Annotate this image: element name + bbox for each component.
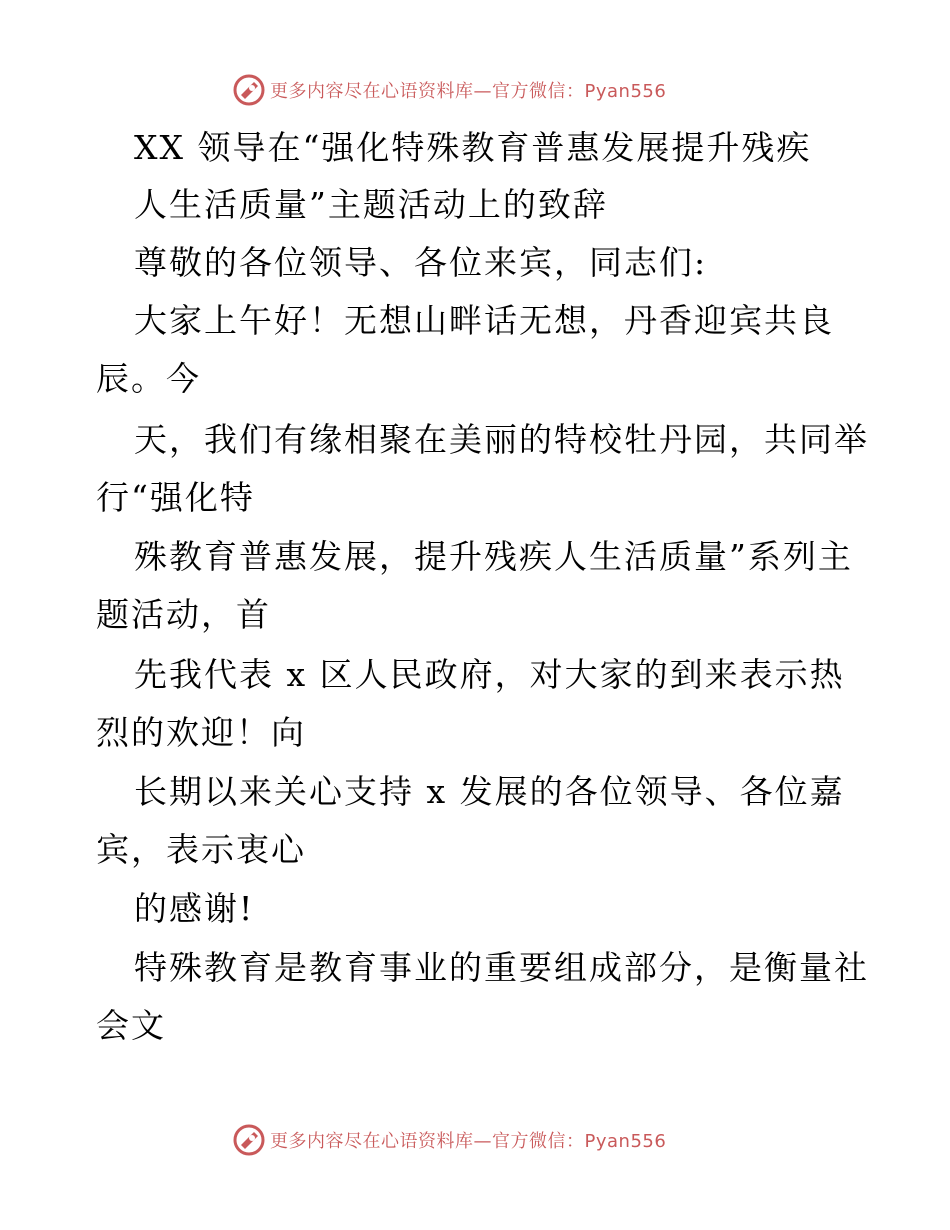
footer-banner-text: 更多内容尽在心语资料库—官方微信：Pyan556 (270, 1131, 667, 1152)
body-line: 长期以来关心支持 x 发展的各位领导、各位嘉 (134, 772, 845, 811)
body-line: 会文 (96, 1006, 166, 1045)
title-line-2: 人生活质量”主题活动上的致辞 (134, 185, 608, 224)
pen-circle-logo-icon (232, 73, 266, 107)
body-line: 的感谢! (134, 889, 255, 928)
salutation: 尊敬的各位领导、各位来宾，同志们: (134, 243, 708, 282)
title-line-1: XX 领导在“强化特殊教育普惠发展提升残疾 (134, 128, 812, 167)
header-banner-text: 更多内容尽在心语资料库—官方微信：Pyan556 (270, 81, 667, 102)
header-banner (232, 70, 666, 110)
body-line: 大家上午好！无想山畔话无想，丹香迎宾共良 (134, 301, 834, 340)
body-line: 辰。今 (96, 359, 201, 398)
body-line: 特殊教育是教育事业的重要组成部分，是衡量社 (134, 948, 869, 987)
body-line: 殊教育普惠发展，提升残疾人生活质量”系列主 (134, 537, 853, 576)
body-line: 题活动，首 (96, 595, 271, 634)
body-line: 烈的欢迎！向 (96, 713, 306, 752)
footer-banner (232, 1120, 666, 1160)
pen-circle-logo-icon (232, 1123, 266, 1157)
body-line: 宾，表示衷心 (96, 830, 306, 869)
body-line: 天，我们有缘相聚在美丽的特校牡丹园，共同举 (134, 420, 869, 459)
body-line: 行“强化特 (96, 478, 255, 517)
body-line: 先我代表 x 区人民政府，对大家的到来表示热 (134, 655, 845, 694)
